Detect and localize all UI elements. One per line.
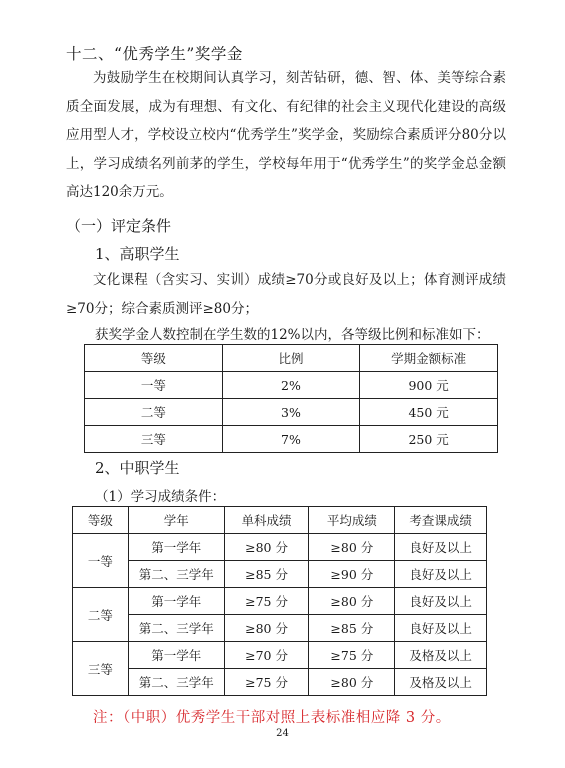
table-row bbox=[73, 534, 487, 561]
warning-note: 注：（中职）优秀学生干部对照上表标准相应降 3 分。 bbox=[93, 710, 451, 726]
level-cell: 二等 bbox=[73, 588, 129, 642]
zhongzhi-grade-table bbox=[72, 506, 487, 696]
header-cell: 学年 bbox=[128, 507, 224, 534]
table-row bbox=[73, 642, 487, 669]
table-cell: 第一学年 bbox=[128, 642, 224, 669]
table-cell: ≥80 分 bbox=[224, 534, 309, 561]
table-cell: 7% bbox=[222, 426, 360, 453]
table-row bbox=[73, 561, 487, 588]
table-row bbox=[73, 615, 487, 642]
table-cell: 良好及以上 bbox=[395, 561, 487, 588]
table-cell: 一等 bbox=[85, 372, 223, 399]
table-cell: 第一学年 bbox=[128, 588, 224, 615]
table-cell: ≥80 分 bbox=[224, 615, 309, 642]
table-row bbox=[85, 399, 498, 426]
table-row bbox=[73, 669, 487, 696]
table-cell: 250 元 bbox=[360, 426, 498, 453]
table-cell: 3% bbox=[222, 399, 360, 426]
table-cell: 450 元 bbox=[360, 399, 498, 426]
level-cell: 一等 bbox=[73, 534, 129, 588]
table-header-row bbox=[85, 345, 498, 372]
table-cell: 第一学年 bbox=[128, 534, 224, 561]
header-cell: 考查课成绩 bbox=[395, 507, 487, 534]
table-cell: 2% bbox=[222, 372, 360, 399]
header-cell: 等级 bbox=[85, 345, 223, 372]
zhongzhi-heading: 2、中职学生 bbox=[95, 459, 180, 477]
table-cell: ≥85 分 bbox=[309, 615, 395, 642]
table-header-row bbox=[73, 507, 487, 534]
table-cell: 及格及以上 bbox=[395, 669, 487, 696]
table-cell: 900 元 bbox=[360, 372, 498, 399]
table-cell: ≥90 分 bbox=[309, 561, 395, 588]
table-cell: ≥80 分 bbox=[309, 669, 395, 696]
gaozhi-heading: 1、高职学生 bbox=[95, 245, 180, 263]
header-cell: 学期金额标准 bbox=[360, 345, 498, 372]
gaozhi-award-table bbox=[84, 344, 498, 453]
gaozhi-quota-note: 获奖学金人数控制在学生数的12%以内，各等级比例和标准如下： bbox=[95, 327, 490, 343]
criteria-heading: （一）评定条件 bbox=[66, 217, 172, 235]
header-cell: 平均成绩 bbox=[309, 507, 395, 534]
table-cell: 及格及以上 bbox=[395, 642, 487, 669]
table-cell: 第二、三学年 bbox=[128, 615, 224, 642]
table-cell: ≥85 分 bbox=[224, 561, 309, 588]
table-row bbox=[85, 372, 498, 399]
table-cell: 三等 bbox=[85, 426, 223, 453]
header-cell: 等级 bbox=[73, 507, 129, 534]
table-cell: 良好及以上 bbox=[395, 534, 487, 561]
table-cell: 第二、三学年 bbox=[128, 561, 224, 588]
table-cell: ≥75 分 bbox=[309, 642, 395, 669]
level-cell: 三等 bbox=[73, 642, 129, 696]
table-cell: 良好及以上 bbox=[395, 588, 487, 615]
section-title: 十二、“优秀学生”奖学金 bbox=[66, 45, 243, 63]
table-cell: 良好及以上 bbox=[395, 615, 487, 642]
table-cell: ≥75 分 bbox=[224, 669, 309, 696]
table-cell: 二等 bbox=[85, 399, 223, 426]
header-cell: 比例 bbox=[222, 345, 360, 372]
page-number: 24 bbox=[276, 728, 289, 739]
table-row bbox=[85, 426, 498, 453]
zhongzhi-sub-heading: （1）学习成绩条件： bbox=[95, 489, 226, 505]
table-cell: ≥75 分 bbox=[224, 588, 309, 615]
table-cell: ≥80 分 bbox=[309, 588, 395, 615]
gaozhi-conditions: 文化课程（含实习、实训）成绩≥70分或良好及以上；体育测评成绩≥70分；综合素质测评≥80分； bbox=[66, 272, 506, 317]
intro-paragraph: 为鼓励学生在校期间认真学习，刻苦钻研，德、智、体、美等综合素质全面发展，成为有理想、有文化、有纪律的社会主义现代化建设的高级应用型人才，学校设立校内“优秀学生”奖学金，奖励综合素质评分80分以上，学习成绩名列前茅的学生，学校每年用于“优秀学生”的奖学金总金额高达120余万元。 bbox=[66, 70, 506, 201]
table-cell: ≥80 分 bbox=[309, 534, 395, 561]
table-cell: ≥70 分 bbox=[224, 642, 309, 669]
table-row bbox=[73, 588, 487, 615]
header-cell: 单科成绩 bbox=[224, 507, 309, 534]
table-cell: 第二、三学年 bbox=[128, 669, 224, 696]
